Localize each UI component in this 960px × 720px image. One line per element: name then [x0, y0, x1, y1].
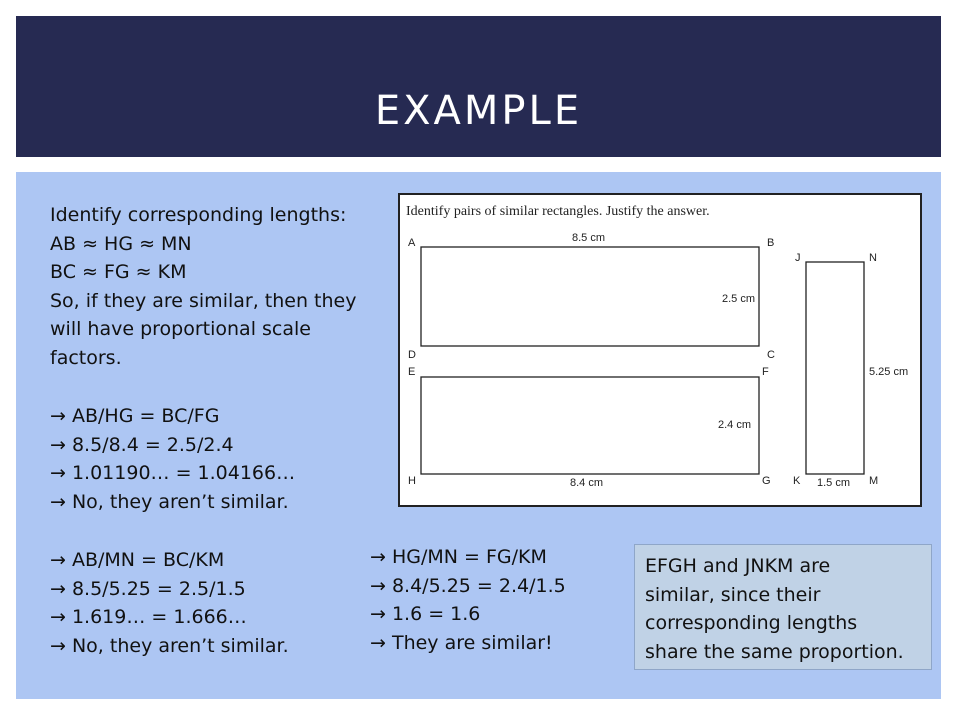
dim-label-km: 1.5 cm [817, 477, 851, 489]
rect-abcd [421, 247, 759, 346]
arrow-icon: → [50, 606, 66, 629]
title-bar [16, 16, 941, 157]
dim-label-fg: 2.4 cm [718, 419, 752, 431]
calc-line: → No, they aren’t similar. [50, 634, 289, 657]
vertex-label-a: A [408, 237, 416, 249]
arrow-icon: → [50, 462, 66, 485]
vertex-label-b: B [767, 237, 775, 249]
conclusion-line: corresponding lengths [645, 612, 858, 635]
conclusion-line: share the same proportion. [645, 640, 904, 663]
arrow-icon: → [370, 546, 386, 568]
rectangles-figure [398, 193, 922, 507]
arrow-icon: → [50, 490, 66, 513]
arrow-icon: → [50, 634, 66, 657]
calc-hg-mn [370, 543, 566, 657]
arrow-icon: → [50, 549, 66, 571]
vertex-label-e: E [408, 366, 416, 378]
rect-efgh [421, 377, 759, 474]
calc-ab-mn [50, 546, 289, 660]
intro-line: will have proportional scale [50, 318, 311, 341]
calc-line: → 1.6 = 1.6 [370, 603, 481, 626]
arrow-icon: → [370, 631, 386, 654]
vertex-label-n: N [869, 252, 877, 264]
vertex-label-h: H [408, 475, 416, 487]
calc-line: → HG/MN = FG/KM [370, 546, 547, 568]
vertex-label-g: G [762, 475, 771, 487]
vertex-label-d: D [408, 349, 416, 361]
intro-line: factors. [50, 346, 122, 369]
vertex-label-m: M [869, 475, 879, 487]
slide-title: EXAMPLE [374, 88, 583, 134]
arrow-icon: → [370, 574, 386, 597]
conclusion-box [634, 544, 932, 670]
intro-line: AB ≈ HG ≈ MN [50, 232, 192, 255]
calc-line: → 1.01190… = 1.04166… [50, 462, 296, 485]
rectangles-diagram [400, 195, 920, 505]
vertex-label-k: K [793, 475, 801, 487]
intro-text [50, 201, 356, 373]
conclusion-line: similar, since their [645, 583, 821, 606]
intro-line: BC ≈ FG ≈ KM [50, 261, 187, 284]
dim-label-hg: 8.4 cm [570, 477, 604, 489]
calc-line: → AB/MN = BC/KM [50, 549, 225, 571]
calc-ab-hg [50, 402, 295, 516]
rect-jnkm [806, 262, 864, 474]
conclusion-line: EFGH and JNKM are [645, 555, 831, 577]
vertex-label-c: C [767, 349, 775, 361]
calc-line: → 8.4/5.25 = 2.4/1.5 [370, 574, 566, 597]
dim-label-nm: 5.25 cm [869, 366, 909, 378]
calc-line: → 8.5/5.25 = 2.5/1.5 [50, 577, 246, 600]
arrow-icon: → [50, 577, 66, 600]
dim-label-bc: 2.5 cm [722, 293, 756, 305]
intro-line: So, if they are similar, then they [50, 289, 357, 312]
calc-line: → 8.5/8.4 = 2.5/2.4 [50, 433, 234, 456]
intro-line: Identify corresponding lengths: [50, 204, 347, 226]
calc-line: → They are similar! [370, 631, 553, 654]
calc-line: → AB/HG = BC/FG [50, 405, 220, 427]
vertex-label-j: J [795, 252, 801, 264]
calc-line: → 1.619… = 1.666… [50, 606, 247, 629]
arrow-icon: → [370, 603, 386, 626]
arrow-icon: → [50, 405, 66, 427]
arrow-icon: → [50, 433, 66, 456]
vertex-label-f: F [762, 366, 769, 378]
dim-label-ab: 8.5 cm [572, 232, 606, 244]
figure-prompt: Identify pairs of similar rectangles. Justify the answer. [406, 204, 710, 219]
calc-line: → No, they aren’t similar. [50, 490, 289, 513]
